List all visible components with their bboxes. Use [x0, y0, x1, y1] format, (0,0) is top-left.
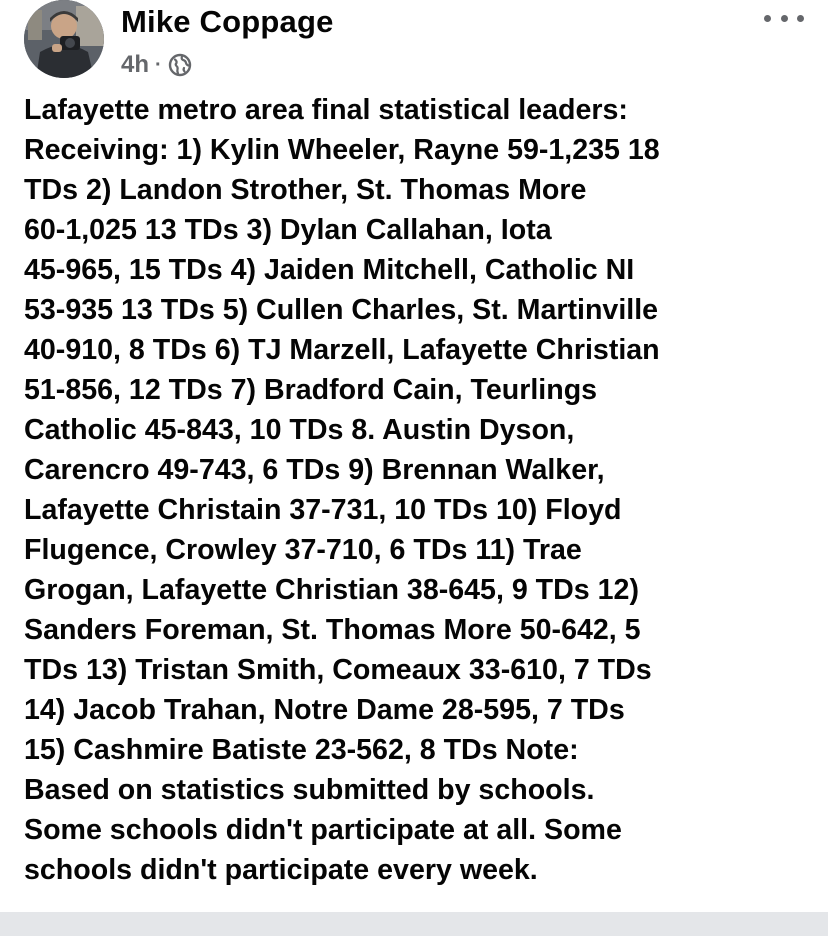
post-divider	[0, 912, 828, 936]
post-timestamp[interactable]: 4h	[121, 51, 150, 78]
post-meta	[121, 50, 192, 80]
author-name[interactable]: Mike Coppage	[121, 4, 334, 39]
meta-separator: ·	[155, 53, 162, 76]
globe-icon[interactable]	[168, 53, 192, 77]
more-dot	[781, 15, 788, 22]
post-body-text: Lafayette metro area final statistical leaders: Receiving: 1) Kylin Wheeler, Rayne 59-1,235 18 TDs 2) Landon Strother, St. Thomas More 60-1,025 13 TDs 3) Dylan Callahan, Iota 45-965, 15 TDs 4) Jaiden Mitchell, Catholic NI 53-935 13 TDs 5) Cullen Charles, St. Martinville 40-910, 8 TDs 6) TJ Marzell, Lafayette Christian 51-856, 12 TDs 7) Bradford Cain, Teurlings Catholic 45-843, 10 TDs 8. Austin Dyson, Carencro 49-743, 6 TDs 9) Brennan Walker, Lafayette Christain 37-731, 10 TDs 10) Floyd Flugence, Crowley 37-710, 6 TDs 11) Trae Grogan, Lafayette Christian 38-645, 9 TDs 12) Sanders Foreman, St. Thomas More 50-642, 5 TDs 13) Tristan Smith, Comeaux 33-610, 7 TDs 14) Jacob Trahan, Notre Dame 28-595, 7 TDs 15) Cashmire Batiste 23-562, 8 TDs Note: Based on statistics submitted by schools. Some schools didn't participate at all. Some schools didn't participate every week.	[24, 94, 660, 886]
more-options-icon[interactable]	[764, 8, 804, 28]
more-dot	[764, 15, 771, 22]
avatar[interactable]	[24, 0, 104, 78]
avatar-photo	[24, 0, 104, 78]
more-dot	[797, 15, 804, 22]
